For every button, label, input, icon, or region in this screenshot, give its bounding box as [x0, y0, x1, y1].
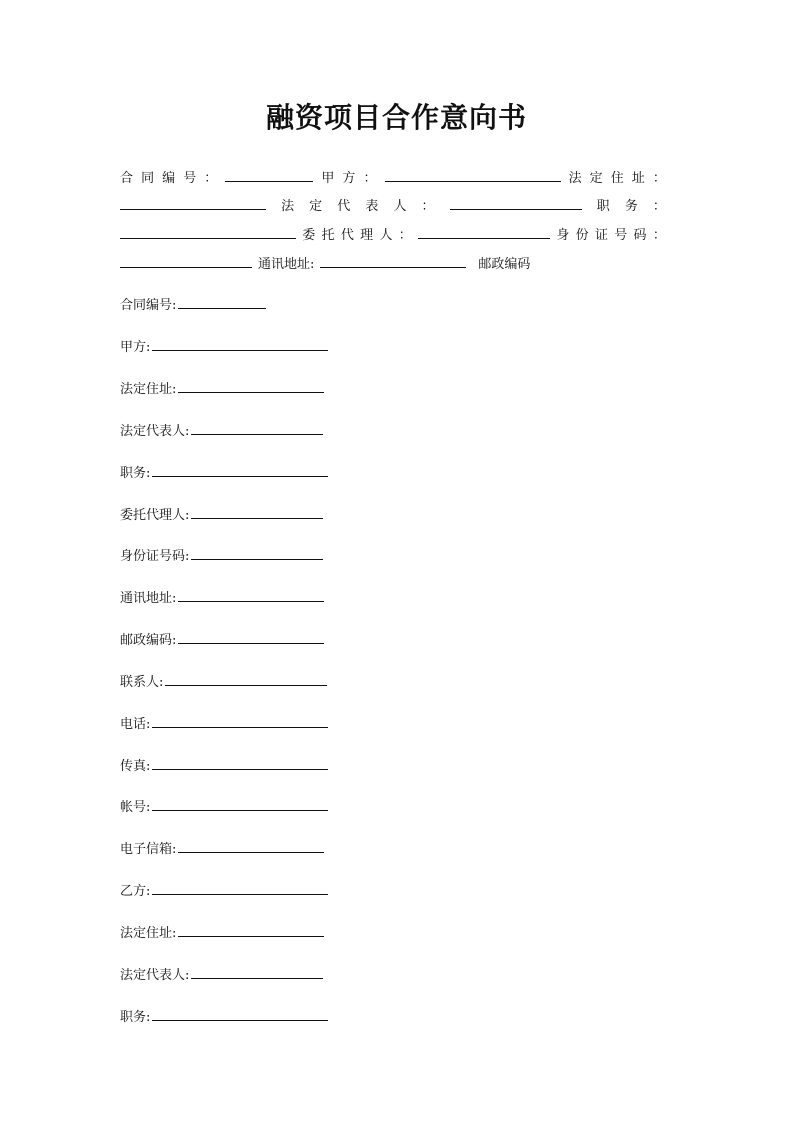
field-address	[120, 588, 324, 606]
field-blank[interactable]	[178, 588, 324, 602]
text-char: ：	[652, 228, 666, 243]
position-blank[interactable]	[120, 225, 296, 239]
text-char: ：	[421, 199, 435, 214]
field-label: 传真:	[120, 759, 151, 774]
field-blank[interactable]	[178, 295, 266, 309]
field-position	[120, 463, 328, 481]
field-blank[interactable]	[191, 505, 323, 519]
field-label: 合同编号:	[120, 298, 177, 313]
field-blank[interactable]	[152, 756, 328, 770]
text-char: ：	[363, 171, 377, 186]
text-char: 定	[309, 199, 323, 214]
field-label: 联系人:	[120, 675, 164, 690]
field-label: 身份证号码:	[120, 549, 190, 564]
text-char: 证	[594, 228, 608, 243]
field-blank[interactable]	[178, 379, 324, 393]
field-party-b	[120, 881, 328, 899]
party-a-blank[interactable]	[385, 168, 561, 182]
field-email	[120, 839, 324, 857]
text-char: 法	[568, 171, 582, 186]
header-line-2	[120, 196, 666, 214]
field-legal-representative-b	[120, 965, 323, 983]
field-blank[interactable]	[191, 965, 323, 979]
text-char: 代	[337, 199, 351, 214]
field-contact-person	[120, 672, 327, 690]
field-label: 邮政编码:	[120, 633, 177, 648]
field-blank[interactable]	[152, 714, 328, 728]
field-label: 帐号:	[120, 800, 151, 815]
text-char: 合	[120, 171, 134, 186]
field-blank[interactable]	[152, 1007, 328, 1021]
text-char: ：	[652, 171, 666, 186]
text-char: 托	[321, 228, 335, 243]
field-label: 法定代表人:	[120, 424, 190, 439]
header-line-3	[120, 225, 666, 243]
text-char: 定	[589, 171, 603, 186]
field-blank[interactable]	[152, 337, 328, 351]
field-legal-address-b	[120, 923, 324, 941]
field-postal-code	[120, 630, 324, 648]
contract-number-blank[interactable]	[225, 168, 313, 182]
field-blank[interactable]	[191, 546, 323, 560]
field-label: 电子信箱:	[120, 842, 177, 857]
text-char: 份	[575, 228, 589, 243]
postal-code-label-inline: 邮政编码	[478, 257, 531, 272]
field-legal-address	[120, 379, 324, 397]
legal-address-blank[interactable]	[120, 196, 266, 210]
field-party-a	[120, 337, 328, 355]
text-char: ：	[204, 171, 218, 186]
field-blank[interactable]	[152, 797, 328, 811]
text-char: 职	[596, 199, 610, 214]
text-char: 址	[631, 171, 645, 186]
text-char: 编	[162, 171, 176, 186]
text-char: 法	[281, 199, 295, 214]
text-char: 务	[624, 199, 638, 214]
text-char: 表	[365, 199, 379, 214]
field-legal-representative	[120, 421, 323, 439]
field-label: 职务:	[120, 466, 151, 481]
field-blank[interactable]	[152, 881, 328, 895]
text-char: ：	[652, 199, 666, 214]
text-char: 委	[302, 228, 316, 243]
field-blank[interactable]	[178, 630, 324, 644]
field-account	[120, 797, 328, 815]
field-label: 法定住址:	[120, 926, 177, 941]
field-phone	[120, 714, 328, 732]
header-line-4	[120, 254, 666, 272]
field-label: 电话:	[120, 717, 151, 732]
text-char: 住	[610, 171, 624, 186]
text-char: 理	[360, 228, 374, 243]
document-title: 融资项目合作意向书	[265, 101, 527, 134]
agent-blank[interactable]	[418, 225, 550, 239]
field-label: 法定住址:	[120, 382, 177, 397]
field-label: 通讯地址:	[120, 591, 177, 606]
field-blank[interactable]	[178, 839, 324, 853]
text-char: ：	[398, 228, 412, 243]
field-label: 职务:	[120, 1010, 151, 1025]
field-contract-number	[120, 295, 266, 313]
field-blank[interactable]	[191, 421, 323, 435]
field-label: 法定代表人:	[120, 968, 190, 983]
text-char: 号	[183, 171, 197, 186]
text-char: 人	[379, 228, 393, 243]
address-label-inline: 通讯地址:	[258, 257, 315, 272]
field-label: 委托代理人:	[120, 508, 190, 523]
field-id-number	[120, 546, 323, 564]
field-label: 甲方:	[120, 340, 151, 355]
text-char: 同	[141, 171, 155, 186]
field-blank[interactable]	[165, 672, 327, 686]
field-label: 乙方:	[120, 884, 151, 899]
text-char: 人	[393, 199, 407, 214]
field-blank[interactable]	[152, 463, 328, 477]
legal-representative-blank[interactable]	[450, 196, 582, 210]
text-char: 码	[633, 228, 647, 243]
header-line-1	[120, 168, 666, 186]
field-fax	[120, 756, 328, 774]
field-blank[interactable]	[178, 923, 324, 937]
text-char: 方	[342, 171, 356, 186]
id-number-blank[interactable]	[120, 254, 252, 268]
field-position-b	[120, 1007, 328, 1025]
text-char: 甲	[321, 171, 335, 186]
text-char: 代	[340, 228, 354, 243]
text-char: 号	[614, 228, 628, 243]
address-blank[interactable]	[320, 254, 466, 268]
text-char: 身	[556, 228, 570, 243]
field-agent	[120, 505, 323, 523]
